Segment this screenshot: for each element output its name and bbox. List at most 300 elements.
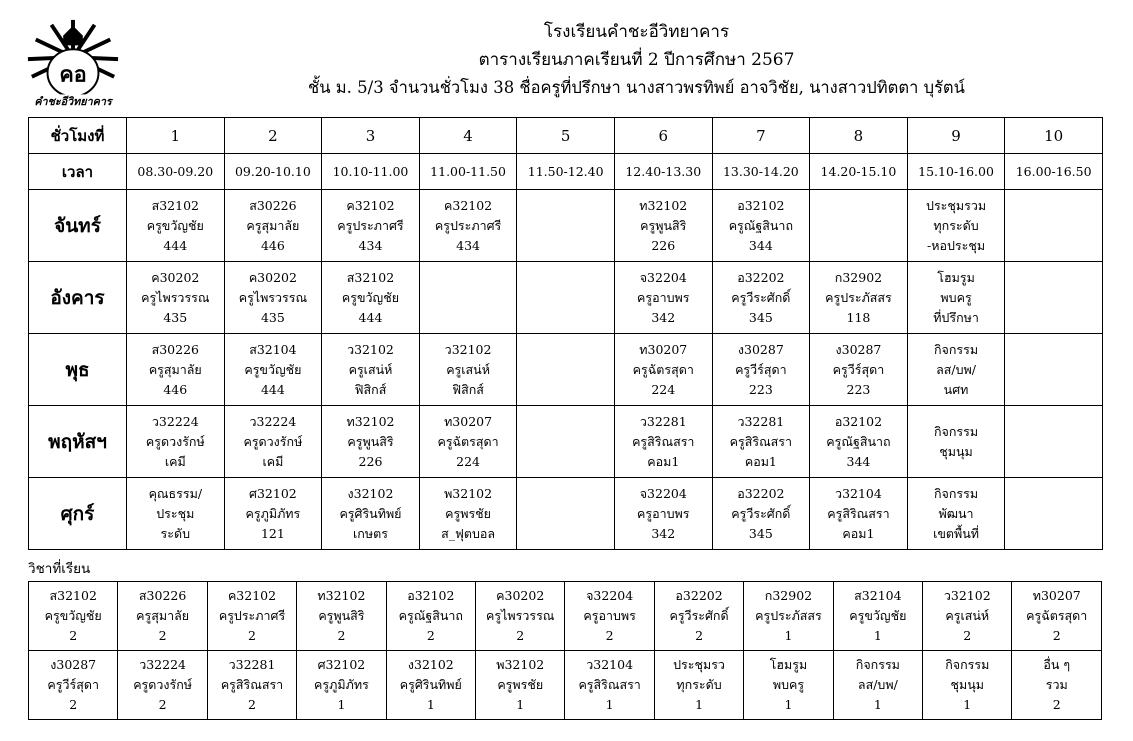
subject-cell — [297, 582, 386, 651]
cell-line: 1 — [695, 697, 704, 712]
cell-line: ครูณัฐสินาถ — [826, 433, 891, 449]
cell-line: ครูพูนสิริ — [318, 608, 365, 623]
cell-line: ครูสุมาลัย — [246, 217, 300, 233]
subjects-label: วิชาที่เรียน — [28, 561, 91, 577]
cell-line: ครูไพรวรรณ — [486, 608, 555, 623]
schedule-cell — [907, 190, 1005, 262]
cell-line: ชุมนุม — [939, 443, 973, 459]
cell-line: 2 — [158, 697, 167, 712]
schedule-cell — [712, 334, 810, 406]
cell-line: ครูฉัตรสุดา — [437, 433, 499, 449]
schedule-cell — [127, 190, 225, 262]
cell-line: 446 — [260, 237, 285, 253]
cell-line: 226 — [358, 453, 383, 469]
schedule-cell — [322, 190, 420, 262]
cell-line: โฮมรูม — [769, 657, 808, 672]
schedule-cell — [614, 334, 712, 406]
cell-line: 2 — [337, 628, 346, 643]
cell-line: ลส/บพ/ — [857, 677, 898, 692]
subject-cell — [923, 582, 1012, 651]
schedule-cell — [419, 406, 517, 478]
cell-line: ว32281 — [737, 413, 785, 429]
subject-cell — [1012, 651, 1102, 720]
cell-line: ครูประภาศรี — [337, 217, 404, 233]
period-number: 9 — [907, 118, 1005, 154]
cell-line: ว32104 — [586, 657, 634, 672]
cell-line: ครูไพรวรรณ — [238, 289, 308, 305]
cell-line: เขตพื้นที่ — [933, 525, 980, 541]
cell-line: ศ32102 — [249, 485, 297, 501]
cell-line: ครูขวัญชัย — [44, 608, 102, 623]
cell-line: เคมี — [262, 453, 284, 469]
schedule-cell — [517, 406, 615, 478]
cell-line: 1 — [873, 628, 882, 643]
cell-line: ง32102 — [407, 657, 454, 672]
day-name: ศุกร์ — [29, 478, 127, 550]
cell-line: -หอประชุม — [927, 237, 986, 253]
subject-cell — [29, 582, 118, 651]
cell-line: ก32902 — [834, 269, 883, 285]
day-row — [29, 190, 1103, 262]
period-time: 11.50-12.40 — [517, 154, 615, 190]
period-row — [29, 118, 1103, 154]
cell-line: ว32281 — [228, 657, 276, 672]
period-time: 11.00-11.50 — [419, 154, 517, 190]
cell-line: อ32202 — [737, 269, 785, 285]
day-row — [29, 262, 1103, 334]
cell-line: 224 — [651, 381, 676, 397]
cell-line: ที่ปรึกษา — [933, 309, 979, 325]
cell-line: 345 — [748, 309, 773, 325]
cell-line: คอม1 — [842, 525, 875, 541]
cell-line: 2 — [695, 628, 704, 643]
cell-line: ครูสิริณสรา — [578, 677, 641, 692]
schedule-cell — [517, 190, 615, 262]
schedule-cell — [1005, 190, 1103, 262]
cell-line: ส32102 — [49, 588, 97, 603]
cell-line: 2 — [69, 628, 78, 643]
document-header — [140, 20, 1133, 100]
cell-line: ครูเสน่ห์ — [348, 361, 393, 377]
cell-line: 434 — [358, 237, 383, 253]
cell-line: ครูศิรินทิพย์ — [339, 505, 402, 521]
cell-line: ครูณัฐสินาถ — [728, 217, 794, 233]
cell-line: 2 — [69, 697, 78, 712]
subject-cell — [833, 651, 922, 720]
class-info: ชั้น ม. 5/3 จำนวนชั่วโมง 38 ชื่อครูที่ปรึกษา นางสาวพรทิพย์ อาจวิชัย, นางสาวปทิตตา บุรัตน์ — [308, 78, 965, 97]
schedule-cell — [1005, 334, 1103, 406]
cell-line: ครูประภาศรี — [218, 608, 286, 623]
cell-line: ครูศิรินทิพย์ — [399, 677, 462, 692]
period-time: 13.30-14.20 — [712, 154, 810, 190]
subject-cell — [386, 582, 475, 651]
period-number: 3 — [322, 118, 420, 154]
cell-line: ท32102 — [639, 197, 688, 213]
cell-line: พบครู — [772, 677, 805, 692]
school-name: โรงเรียนคำชะอีวิทยาคาร — [543, 22, 730, 42]
cell-line: ครูวีร์สุดา — [47, 677, 99, 692]
cell-line: ครูวีร์สุดา — [735, 361, 787, 377]
cell-line: ทุกระดับ — [676, 677, 722, 692]
cell-line: พัฒนา — [938, 505, 974, 521]
cell-line: ค30202 — [496, 588, 545, 603]
subject-cell — [1012, 582, 1102, 651]
period-number: 6 — [614, 118, 712, 154]
schedule-cell — [224, 262, 322, 334]
subject-cell — [744, 582, 833, 651]
subjects-row — [29, 582, 1102, 651]
cell-line: ครูฉัตรสุดา — [632, 361, 694, 377]
period-number: 4 — [419, 118, 517, 154]
schedule-cell — [517, 334, 615, 406]
schedule-cell — [224, 406, 322, 478]
cell-line: พ32102 — [496, 657, 545, 672]
schedule-cell — [1005, 262, 1103, 334]
cell-line: กิจกรรม — [933, 485, 979, 501]
period-number: 1 — [127, 118, 225, 154]
cell-line: ประชุม — [156, 505, 195, 521]
period-number: 7 — [712, 118, 810, 154]
cell-line: ว32102 — [444, 341, 492, 357]
cell-line: ว32104 — [835, 485, 882, 501]
cell-line: 2 — [426, 628, 435, 643]
subject-cell — [118, 582, 207, 651]
cell-line: 344 — [846, 453, 871, 469]
schedule-cell — [322, 406, 420, 478]
cell-line: รวม — [1045, 677, 1068, 692]
cell-line: ส30226 — [249, 197, 297, 213]
schedule-cell — [907, 478, 1005, 550]
cell-line: กิจกรรม — [933, 341, 979, 357]
cell-line: 121 — [260, 525, 285, 541]
cell-line: ครูอาบพร — [583, 608, 636, 623]
cell-line: คุณธรรม/ — [148, 485, 203, 501]
cell-line: ท32102 — [317, 588, 366, 603]
schedule-cell — [614, 190, 712, 262]
period-time: 09.20-10.10 — [224, 154, 322, 190]
cell-line: ค32102 — [444, 197, 493, 213]
subject-cell — [386, 651, 475, 720]
subject-cell — [207, 582, 296, 651]
period-time: 08.30-09.20 — [127, 154, 225, 190]
schedule-cell — [127, 262, 225, 334]
cell-line: จ32204 — [639, 485, 687, 501]
cell-line: ว32224 — [151, 413, 199, 429]
cell-line: ค32102 — [346, 197, 395, 213]
cell-line: ครูอาบพร — [637, 289, 690, 305]
cell-line: ท30207 — [444, 413, 493, 429]
cell-line: คอม1 — [647, 453, 680, 469]
cell-line: ค30202 — [151, 269, 200, 285]
schedule-cell — [614, 478, 712, 550]
cell-line: ค32102 — [227, 588, 277, 603]
cell-line: 1 — [784, 697, 793, 712]
cell-line: 1 — [605, 697, 614, 712]
cell-line: ครูประภัสสร — [755, 608, 822, 623]
cell-line: ครูดวงรักษ์ — [243, 433, 303, 449]
schedule-cell — [712, 262, 810, 334]
schedule-cell — [419, 478, 517, 550]
cell-line: ครูขวัญชัย — [146, 217, 204, 233]
cell-line: 434 — [456, 237, 480, 253]
cell-line: นศท — [943, 381, 969, 397]
cell-line: ครูสิริณสรา — [220, 677, 284, 692]
cell-line: ประชุมรว — [673, 657, 725, 672]
cell-line: ครูสุมาลัย — [148, 361, 202, 377]
cell-line: 435 — [163, 309, 188, 325]
schedule-cell — [322, 334, 420, 406]
cell-line: 1 — [426, 697, 435, 712]
cell-line: 444 — [260, 381, 285, 397]
cell-line: ครูภูมิภัทร — [314, 677, 369, 692]
cell-line: อ32102 — [834, 413, 883, 429]
schedule-cell — [810, 190, 908, 262]
period-time: 10.10-11.00 — [322, 154, 420, 190]
cell-line: ครูณัฐสินาถ — [398, 608, 463, 623]
schedule-cell — [224, 478, 322, 550]
cell-line: กิจกรรม — [945, 657, 990, 672]
day-row — [29, 406, 1103, 478]
cell-line: ลส/บพ/ — [936, 361, 976, 377]
cell-line: 342 — [651, 309, 676, 325]
cell-line: ครูวีระศักดิ์ — [731, 289, 791, 305]
cell-line: อ32202 — [675, 588, 723, 603]
day-row — [29, 334, 1103, 406]
schedule-cell — [907, 406, 1005, 478]
cell-line: ง32102 — [347, 485, 394, 501]
svg-text:คอ: คอ — [59, 62, 87, 88]
subject-cell — [654, 651, 743, 720]
cell-line: พ32102 — [444, 485, 493, 501]
subject-cell — [118, 651, 207, 720]
subjects-row — [29, 651, 1102, 720]
schedule-cell — [224, 334, 322, 406]
subjects-table — [28, 581, 1102, 720]
schedule-cell — [419, 190, 517, 262]
schedule-cell — [419, 334, 517, 406]
subject-cell — [297, 651, 386, 720]
subject-cell — [833, 582, 922, 651]
cell-line: ส30226 — [138, 588, 187, 603]
cell-line: 1 — [963, 697, 972, 712]
cell-line: กิจกรรม — [933, 423, 979, 439]
cell-line: ครูดวงรักษ์ — [145, 433, 205, 449]
schedule-cell — [127, 478, 225, 550]
cell-line: เกษตร — [353, 525, 388, 541]
cell-line: 444 — [358, 309, 383, 325]
period-time: 14.20-15.10 — [810, 154, 908, 190]
cell-line: ครูภูมิภัทร — [245, 505, 301, 521]
period-number: 5 — [517, 118, 615, 154]
cell-line: พบครู — [940, 289, 972, 305]
cell-line: 1 — [337, 697, 346, 712]
cell-line: ครูพรชัย — [497, 677, 544, 692]
cell-line: ครูพูนสิริ — [640, 217, 687, 233]
schedule-cell — [517, 262, 615, 334]
cell-line: ศ32102 — [317, 657, 366, 672]
cell-line: ครูประภัสสร — [825, 289, 892, 305]
subject-cell — [744, 651, 833, 720]
cell-line: 118 — [846, 309, 871, 325]
cell-line: 224 — [456, 453, 480, 469]
cell-line: ส30226 — [151, 341, 199, 357]
cell-line: อ32102 — [737, 197, 785, 213]
cell-line: ครูเสน่ห์ — [945, 608, 990, 623]
schedule-cell — [907, 334, 1005, 406]
schedule-cell — [614, 262, 712, 334]
subject-cell — [565, 651, 654, 720]
cell-line: ส32104 — [854, 588, 902, 603]
cell-line: ประชุมรวม — [926, 197, 987, 213]
cell-line: ส32102 — [151, 197, 199, 213]
cell-line: ครูขวัญชัย — [341, 289, 400, 305]
cell-line: 2 — [248, 628, 256, 643]
schedule-cell — [1005, 406, 1103, 478]
cell-line: อ32202 — [737, 485, 785, 501]
cell-line: ครูอาบพร — [637, 505, 690, 521]
cell-line: ครูประภาศรี — [434, 217, 502, 233]
cell-line: ฟิสิกส์ — [452, 381, 484, 397]
cell-line: ชุมนุม — [950, 677, 985, 692]
cell-line: ระดับ — [160, 525, 191, 541]
cell-line: 444 — [163, 237, 188, 253]
cell-line: อื่น ๆ — [1043, 657, 1071, 672]
schedule-table — [28, 117, 1103, 550]
cell-line: ว32102 — [347, 341, 394, 357]
schedule-cell — [127, 334, 225, 406]
schedule-cell — [224, 190, 322, 262]
cell-line: ส32104 — [249, 341, 297, 357]
schedule-cell — [322, 478, 420, 550]
day-name: พฤหัสฯ — [29, 406, 127, 478]
cell-line: ครูพรชัย — [445, 505, 491, 521]
cell-line: 223 — [846, 381, 871, 397]
subject-cell — [565, 582, 654, 651]
period-time: 16.00-16.50 — [1005, 154, 1103, 190]
period-time: 15.10-16.00 — [907, 154, 1005, 190]
schedule-cell — [810, 478, 908, 550]
cell-line: ว32102 — [943, 588, 991, 603]
subject-cell — [29, 651, 118, 720]
schedule-cell — [712, 190, 810, 262]
cell-line: ครูวีร์สุดา — [832, 361, 885, 377]
schedule-cell — [127, 406, 225, 478]
time-row — [29, 154, 1103, 190]
cell-line: 342 — [651, 525, 676, 541]
cell-line: คอม1 — [744, 453, 777, 469]
cell-line: จ32204 — [639, 269, 687, 285]
cell-line: ท32102 — [346, 413, 395, 429]
cell-line: 2 — [1052, 628, 1061, 643]
cell-line: ครูเสน่ห์ — [446, 361, 490, 377]
cell-line: ว32224 — [249, 413, 297, 429]
cell-line: ครูพูนสิริ — [347, 433, 394, 449]
cell-line: 1 — [873, 697, 882, 712]
cell-line: ท30207 — [639, 341, 688, 357]
cell-line: 226 — [651, 237, 676, 253]
period-number: 10 — [1005, 118, 1103, 154]
cell-line: โฮมรูม — [937, 269, 975, 285]
schedule-cell — [517, 478, 615, 550]
schedule-cell — [810, 262, 908, 334]
subject-cell — [476, 651, 565, 720]
cell-line: ครูขวัญชัย — [849, 608, 907, 623]
schedule-title: ตารางเรียนภาคเรียนที่ 2 ปีการศึกษา 2567 — [478, 50, 795, 70]
cell-line: ครูวีระศักดิ์ — [731, 505, 791, 521]
schedule-cell — [810, 406, 908, 478]
cell-line: ฟิสิกส์ — [354, 381, 387, 397]
cell-line: ก32902 — [764, 588, 813, 603]
cell-line: ส_ฟุตบอล — [441, 525, 496, 541]
cell-line: 2 — [248, 697, 256, 712]
cell-line: 2 — [1052, 697, 1061, 712]
cell-line: ครูสิริณสรา — [729, 433, 793, 449]
period-label: ชั่วโมงที่ — [29, 118, 127, 154]
schedule-cell — [419, 262, 517, 334]
cell-line: จ32204 — [586, 588, 634, 603]
cell-line: 345 — [748, 525, 773, 541]
cell-line: 223 — [748, 381, 773, 397]
cell-line: 2 — [605, 628, 614, 643]
cell-line: 2 — [158, 628, 167, 643]
cell-line: 2 — [963, 628, 972, 643]
cell-line: ครูดวงรักษ์ — [133, 677, 193, 692]
period-number: 2 — [224, 118, 322, 154]
day-row — [29, 478, 1103, 550]
cell-line: ครูวีระศักดิ์ — [669, 608, 729, 623]
period-number: 8 — [810, 118, 908, 154]
cell-line: ทุกระดับ — [933, 217, 979, 233]
day-name: อังคาร — [29, 262, 127, 334]
cell-line: ง30287 — [50, 657, 97, 672]
cell-line: เคมี — [164, 453, 186, 469]
cell-line: ครูขวัญชัย — [244, 361, 302, 377]
cell-line: ครูสิริณสรา — [632, 433, 695, 449]
cell-line: อ32102 — [407, 588, 455, 603]
cell-line: ท30207 — [1032, 588, 1081, 603]
cell-line: ว32224 — [139, 657, 186, 672]
day-name: จันทร์ — [29, 190, 127, 262]
cell-line: ครูสิริณสรา — [827, 505, 890, 521]
cell-line: ง30287 — [835, 341, 882, 357]
schedule-cell — [1005, 478, 1103, 550]
period-time: 12.40-13.30 — [614, 154, 712, 190]
svg-text:คำชะอีวิทยาคาร: คำชะอีวิทยาคาร — [34, 95, 112, 109]
cell-line: ครูไพรวรรณ — [141, 289, 210, 305]
schedule-cell — [907, 262, 1005, 334]
schedule-cell — [810, 334, 908, 406]
cell-line: ง30287 — [737, 341, 784, 357]
subject-cell — [207, 651, 296, 720]
cell-line: 2 — [516, 628, 525, 643]
cell-line: ค30202 — [248, 269, 297, 285]
cell-line: 435 — [260, 309, 285, 325]
cell-line: ว32281 — [639, 413, 687, 429]
cell-line: 344 — [748, 237, 773, 253]
cell-line: 1 — [784, 628, 793, 643]
subject-cell — [476, 582, 565, 651]
cell-line: 1 — [516, 697, 525, 712]
time-label: เวลา — [29, 154, 127, 190]
cell-line: ครูฉัตรสุดา — [1026, 608, 1088, 623]
school-logo-icon — [24, 16, 122, 114]
schedule-cell — [614, 406, 712, 478]
schedule-cell — [712, 406, 810, 478]
day-name: พุธ — [29, 334, 127, 406]
schedule-cell — [712, 478, 810, 550]
cell-line: ส32102 — [346, 269, 395, 285]
subject-cell — [923, 651, 1012, 720]
